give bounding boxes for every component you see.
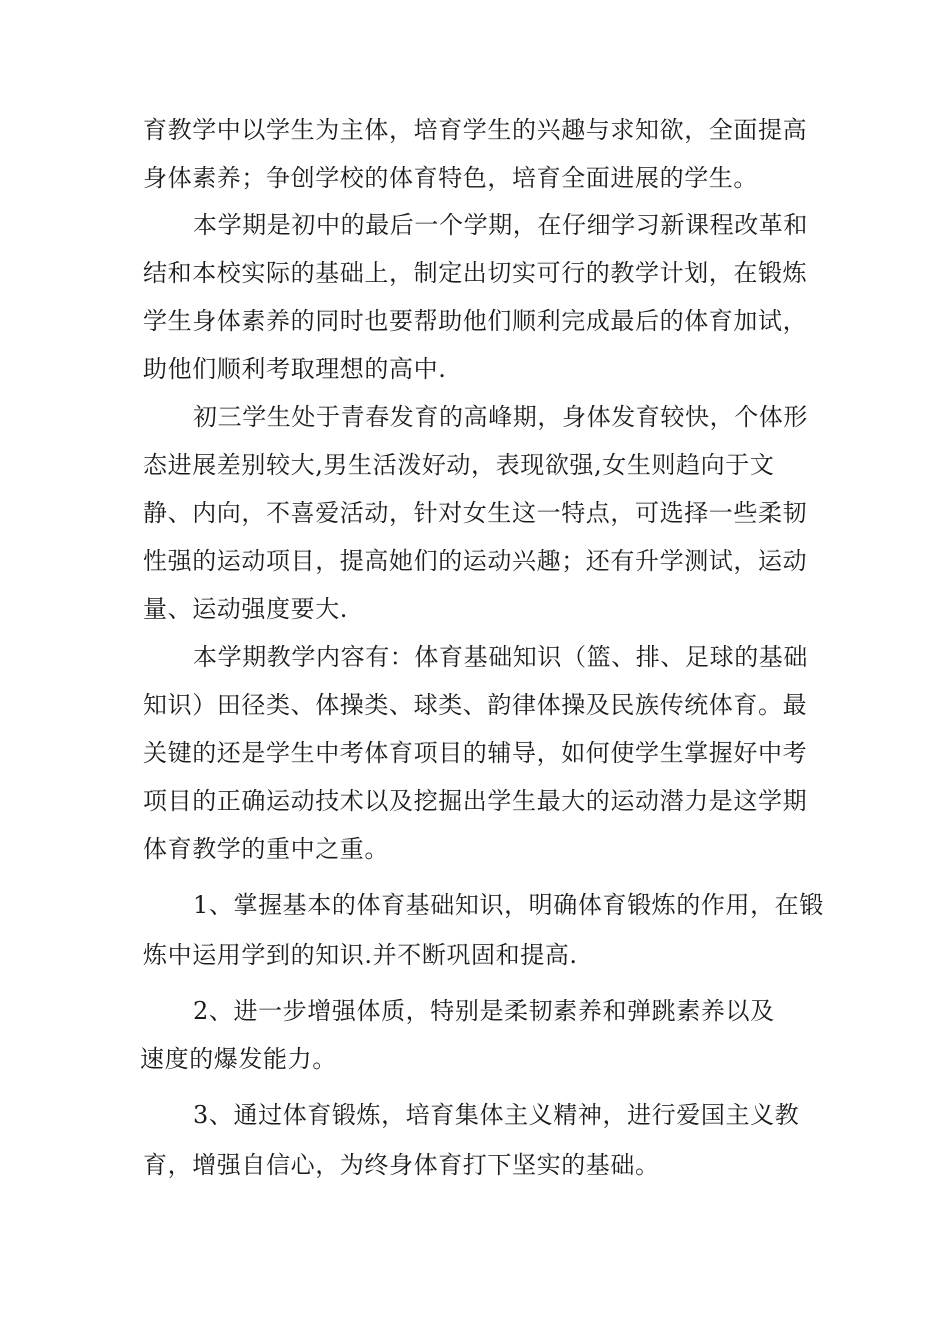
text-line: 项目的正确运动技术以及挖掘出学生最大的运动潜力是这学期: [143, 787, 808, 815]
text-line: 初三学生处于青春发育的高峰期，身体发育较快，个体形: [193, 403, 808, 431]
text-line: 育，增强自信心，为终身体育打下坚实的基础。: [143, 1151, 660, 1179]
text-line: 炼中运用学到的知识.并不断巩固和提高.: [143, 941, 578, 969]
text-line: 性强的运动项目，提高她们的运动兴趣；还有升学测试，运动: [143, 547, 808, 575]
text-line: 关键的还是学生中考体育项目的辅导，如何使学生掌握好中考: [143, 739, 808, 767]
text-line: 静、内向，不喜爱活动，针对女生这一特点，可选择一些柔韧: [143, 499, 808, 527]
text-line: 学生身体素养的同时也要帮助他们顺利完成最后的体育加试，: [143, 307, 808, 335]
text-line: 知识）田径类、体操类、球类、韵律体操及民族传统体育。最: [143, 691, 808, 719]
text-line: 量、运动强度要大.: [143, 595, 349, 623]
text-line: 身体素养；争创学校的体育特色，培育全面进展的学生。: [143, 164, 758, 192]
text-line: 体育教学的重中之重。: [143, 835, 389, 863]
text-line: 3、通过体育锻炼，培育集体主义精神，进行爱国主义教: [193, 1101, 800, 1129]
text-line: 本学期是初中的最后一个学期，在仔细学习新课程改革和: [193, 211, 808, 239]
text-line: 2、进一步增强体质，特别是柔韧素养和弹跳素养以及: [193, 997, 775, 1025]
text-line: 结和本校实际的基础上，制定出切实可行的教学计划，在锻炼: [143, 259, 808, 287]
text-line: 本学期教学内容有：体育基础知识（篮、排、足球的基础: [193, 643, 808, 671]
text-line: 育教学中以学生为主体，培育学生的兴趣与求知欲，全面提高: [143, 116, 808, 144]
text-line: 态进展差别较大,男生活泼好动，表现欲强,女生则趋向于文: [143, 451, 775, 479]
text-line: 1、掌握基本的体育基础知识，明确体育锻炼的作用，在锻: [193, 891, 824, 919]
text-line: 助他们顺利考取理想的高中.: [143, 355, 447, 383]
text-line: 速度的爆发能力。: [140, 1045, 337, 1073]
